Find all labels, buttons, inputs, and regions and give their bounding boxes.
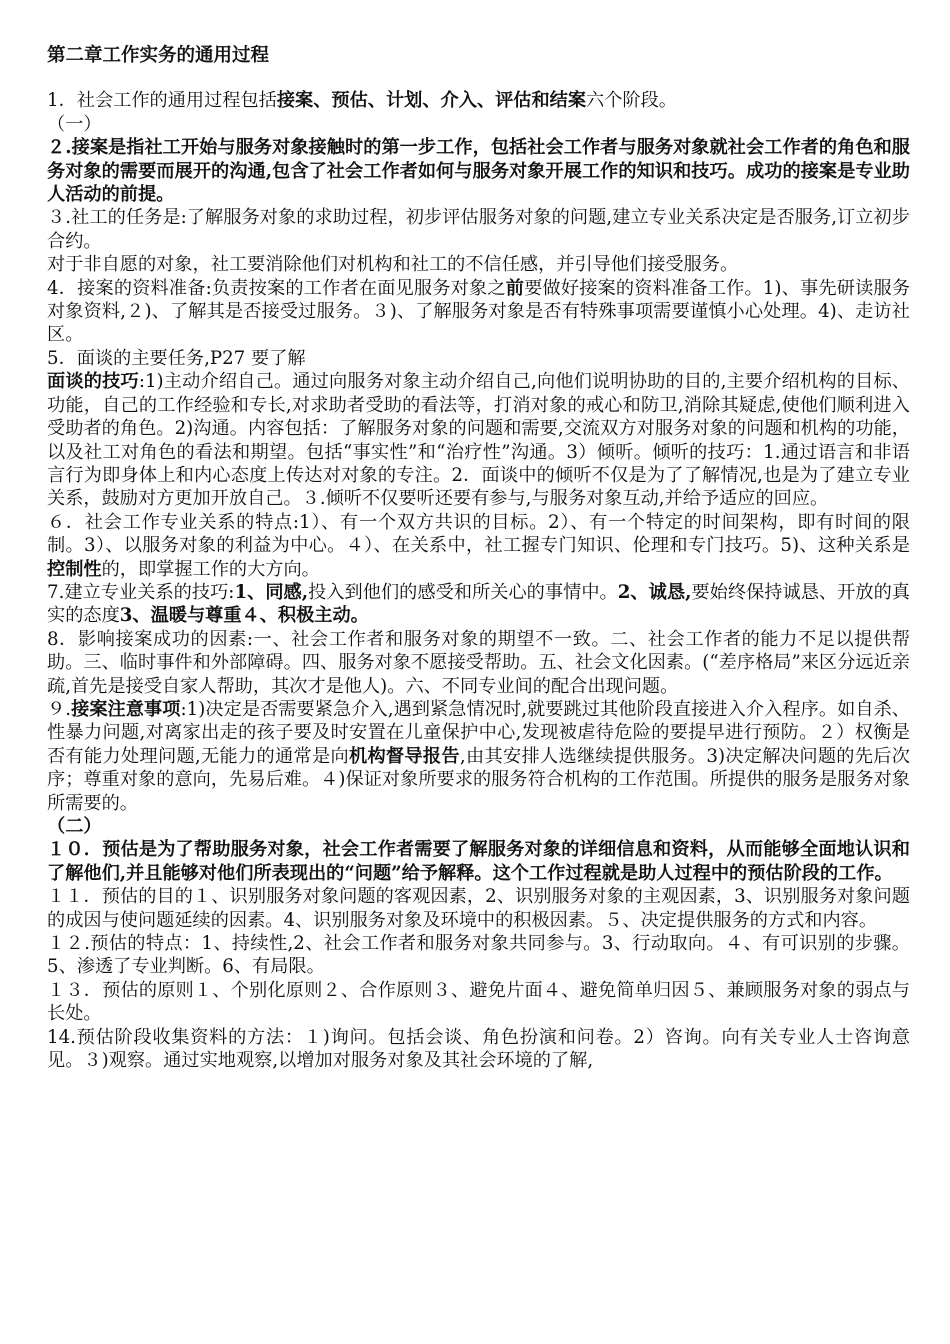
text-run: 的，即掌握工作的大方向。 <box>101 558 320 580</box>
bold-text-run: 2、诚恳, <box>617 581 692 603</box>
text-run: 4．接案的资料准备:负责按案的工作者在面见服务对象之 <box>47 277 506 299</box>
paragraph-7 <box>47 347 910 370</box>
bold-text-run: ２.接案是指社工开始与服务对象接触时的第一步工作，包括社会工作者与服务对象就社会工作者的角色和服务对象的需要而展开的沟通,包含了社会工作者如何与服务对象开展工作的知识和技巧。成功的接案是专业助人活动的前提。 <box>47 137 910 206</box>
paragraph-11 <box>47 628 910 698</box>
text-run: 1．社会工作的通用过程包括 <box>47 90 277 112</box>
bold-text-run: （二） <box>47 816 102 837</box>
text-run: 投入到他们的感受和所关心的事情中。 <box>308 581 618 603</box>
bold-text-run: 控制性 <box>47 558 102 580</box>
paragraph-1 <box>47 89 910 112</box>
document-body <box>47 89 910 1072</box>
text-run: 要始终保持诚恳、开放的真实的态度 <box>47 581 910 627</box>
paragraph-2 <box>47 113 910 136</box>
text-run: １２.预估的特点：1、持续性,2、社会工作者和服务对象共同参与。3、行动取向。４、有可识别的步骤。5、渗透了专业判断。6、有局限。 <box>47 933 910 978</box>
paragraph-15 <box>47 885 910 932</box>
paragraph-5 <box>47 253 910 276</box>
paragraph-3 <box>47 136 910 206</box>
text-run: 要做好接案的资料准备工作。1)、事先研读服务对象资料,２)、了解其是否接受过服务。３)、了解服务对象是否有特殊事项需要谨慎小心处理。4)、走访社区。 <box>47 277 911 346</box>
paragraph-4 <box>47 206 910 253</box>
paragraph-9 <box>47 511 910 581</box>
text-run: 14.预估阶段收集资料的方法：１)询问。包括会谈、角色扮演和问卷。2）咨询。向有关专业人士咨询意见。３)观察。通过实地观察,以增加对服务对象及其社会环境的了解, <box>47 1026 910 1072</box>
paragraph-16 <box>47 932 910 979</box>
bold-text-run: 面谈的技巧 <box>47 371 139 393</box>
text-run: （一） <box>47 113 102 135</box>
paragraph-17 <box>47 979 910 1026</box>
bold-text-run: 3、温暖与尊重４、积极主动。 <box>119 605 369 627</box>
bold-text-run: 接案注意事项 <box>71 698 181 720</box>
paragraph-13 <box>47 815 910 838</box>
chapter-title: 第二章工作实务的通用过程 <box>47 45 270 66</box>
text-run: :1)主动介绍自己。通过向服务对象主动介绍自己,向他们说明协助的目的,主要介绍机构的目标、功能，自己的工作经验和专长,对求助者受助的看法等，打消对象的戒心和防卫,消除其疑虑,使他们顺利进入受助者的角色。2)沟通。内容包括：了解服务对象的问题和需要,交流双方对服务对象的问题和机构的功能，以及社工对角色的看法和期望。包括“事实性”和“治疗性”沟通。3）倾听。倾听的技巧：1.通过语言和非语言行为即身体上和内心态度上传达对对象的专注。2．面谈中的倾听不仅是为了了解情况,也是为了建立专业关系，鼓励对方更加开放自己。３.倾听不仅要听还要有参与,与服务对象互动,并给予适应的回应。 <box>47 371 910 510</box>
paragraph-18 <box>47 1026 910 1073</box>
text-run: ９. <box>47 698 72 720</box>
text-run: 8．影响接案成功的因素:一、社会工作者和服务对象的期望不一致。二、社会工作者的能力不足以提供帮助。三、临时事件和外部障碍。四、服务对象不愿接受帮助。五、社会文化因素。(“差序格局”来区分远近亲疏,首先是接受自家人帮助，其次才是他人)。六、不同专业间的配合出现问题。 <box>47 628 910 697</box>
text-run: １１．预估的目的１、识别服务对象问题的客观因素，2、识别服务对象的主观因素，3、识别服务对象问题的成因与使问题延续的因素。4、识别服务对象及环境中的积极因素。５、决定提供服务的方式和内容。 <box>47 886 910 931</box>
bold-text-run: 接案、预估、计划、介入、评估和结案 <box>276 90 587 112</box>
bold-text-run: 机构督导报告 <box>348 745 460 767</box>
bold-text-run: 1、同感, <box>234 581 309 603</box>
text-run: :1)决定是否需要紧急介入,遇到紧急情况时,就要跳过其他阶段直接进入介入程序。如自杀、性暴力问题,对离家出走的孩子要及时安置在儿童保护中心,发现被虐待危险的要提早进行预防。２）权衡是否有能力处理问题,无能力的通常是向 <box>47 698 910 767</box>
paragraph-10 <box>47 581 910 628</box>
text-run: 7.建立专业关系的技巧: <box>47 581 235 603</box>
text-run: ３.社工的任务是:了解服务对象的求助过程，初步评估服务对象的问题,建立专业关系决定是否服务,订立初步合约。 <box>47 207 910 252</box>
paragraph-12 <box>47 698 910 815</box>
paragraph-14 <box>47 838 910 885</box>
text-run: 5．面谈的主要任务,P27 要了解 <box>47 347 306 369</box>
bold-text-run: 前 <box>505 277 525 299</box>
paragraph-6 <box>47 277 910 347</box>
bold-text-run: １０．预估是为了帮助服务对象，社会工作者需要了解服务对象的详细信息和资料，从而能够全面地认识和了解他们,并且能够对他们所表现出的“问题”给予解释。这个工作过程就是助人过程中的预估阶段的工作。 <box>47 839 910 884</box>
text-run: ６．社会工作专业关系的特点:1）、有一个双方共识的目标。2）、有一个特定的时间架构，即有时间的限制。3）、以服务对象的利益为中心。４）、在关系中，社工握专门知识、伦理和专门技巧。5)、这种关系是 <box>47 511 910 557</box>
paragraph-8 <box>47 370 910 510</box>
text-run: 对于非自愿的对象，社工要消除他们对机构和社工的不信任感，并引导他们接受服务。 <box>47 254 739 276</box>
text-run: 六个阶段。 <box>586 90 677 112</box>
text-run: ,由其安排人选继续提供服务。3)决定解决问题的先后次序；尊重对象的意向，先易后难。４)保证对象所要求的服务符合机构的工作范围。所提供的服务是服务对象所需要的。 <box>47 745 910 814</box>
text-run: １３．预估的原则１、个别化原则２、合作原则３、避免片面４、避免简单归因５、兼顾服务对象的弱点与长处。 <box>47 979 910 1025</box>
